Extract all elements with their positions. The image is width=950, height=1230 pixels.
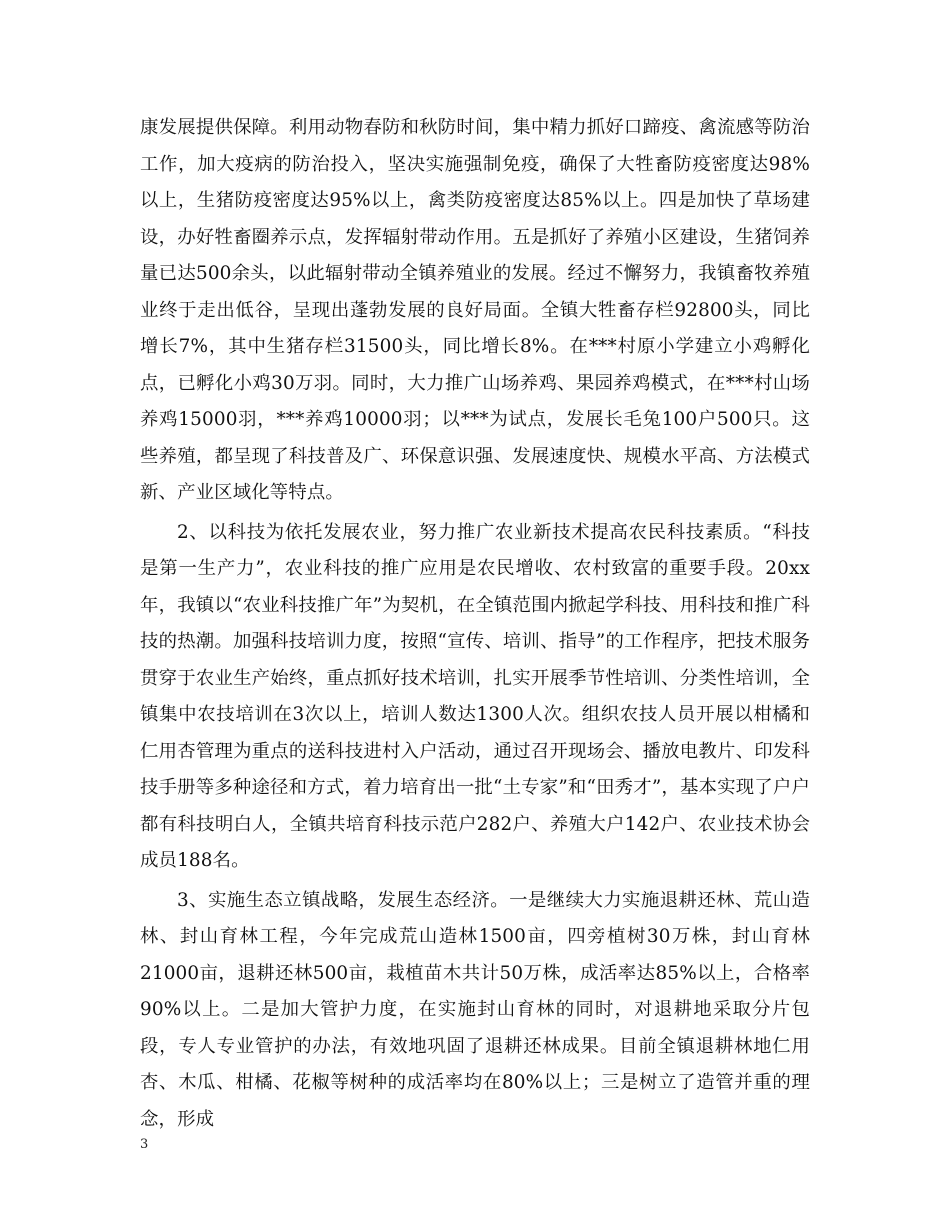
- paragraph-livestock: 康发展提供保障。利用动物春防和秋防时间，集中精力抓好口蹄疫、禽流感等防治工作，加大疫病的防治投入，坚决实施强制免疫，确保了大牲畜防疫密度达98%以上，生猪防疫密度达95%以上，禽类防疫密度达85%以上。四是加快了草场建设，办好牲畜圈养示点，发挥辐射带动作用。五是抓好了养殖小区建设，生猪饲养量已达500余头，以此辐射带动全镇养殖业的发展。经过不懈努力，我镇畜牧养殖业终于走出低谷，呈现出蓬勃发展的良好局面。全镇大牲畜存栏92800头，同比增长7%，其中生猪存栏31500头，同比增长8%。在***村原小学建立小鸡孵化点，已孵化小鸡30万羽。同时，大力推广山场养鸡、果园养鸡模式，在***村山场养鸡15000羽，***养鸡10000羽；以***为试点，发展长毛兔100户500只。这些养殖，都呈现了科技普及广、环保意识强、发展速度快、规模水平高、方法模式新、产业区域化等特点。: [140, 117, 810, 503]
- paragraph-ecology: 3、实施生态立镇战略，发展生态经济。一是继续大力实施退耕还林、荒山造林、封山育林工程，今年完成荒山造林1500亩，四旁植树30万株，封山育林21000亩，退耕还林500亩，栽植苗木共计50万株，成活率达85%以上，合格率90%以上。二是加大管护力度，在实施封山育林的同时，对退耕地采取分片包段，专人专业管护的办法，有效地巩固了退耕还林成果。目前全镇退耕林地仁用杏、木瓜、柑橘、花椒等树种的成活率均在80%以上；三是树立了造管并重的理念，形成: [140, 889, 810, 1130]
- paragraph-science-technology: 2、以科技为依托发展农业，努力推广农业新技术提高农民科技素质。“科技是第一生产力”，农业科技的推广应用是农民增收、农村致富的重要手段。20xx年，我镇以“农业科技推广年”为契机，在全镇范围内掀起学科技、用科技和推广科技的热潮。加强科技培训力度，按照“宣传、培训、指导”的工作程序，把技术服务贯穿于农业生产始终，重点抓好技术培训，扎实开展季节性培训、分类性培训，全镇集中农技培训在3次以上，培训人数达1300人次。组织农技人员开展以柑橘和仁用杏管理为重点的送科技进村入户活动，通过召开现场会、播放电教片、印发科技手册等多种途径和方式，着力培育出一批“土专家”和“田秀才”，基本实现了户户都有科技明白人，全镇共培育科技示范户282户、养殖大户142户、农业技术协会成员188名。: [140, 521, 810, 871]
- page-number: 3: [140, 1137, 149, 1152]
- document-body: [140, 110, 810, 1138]
